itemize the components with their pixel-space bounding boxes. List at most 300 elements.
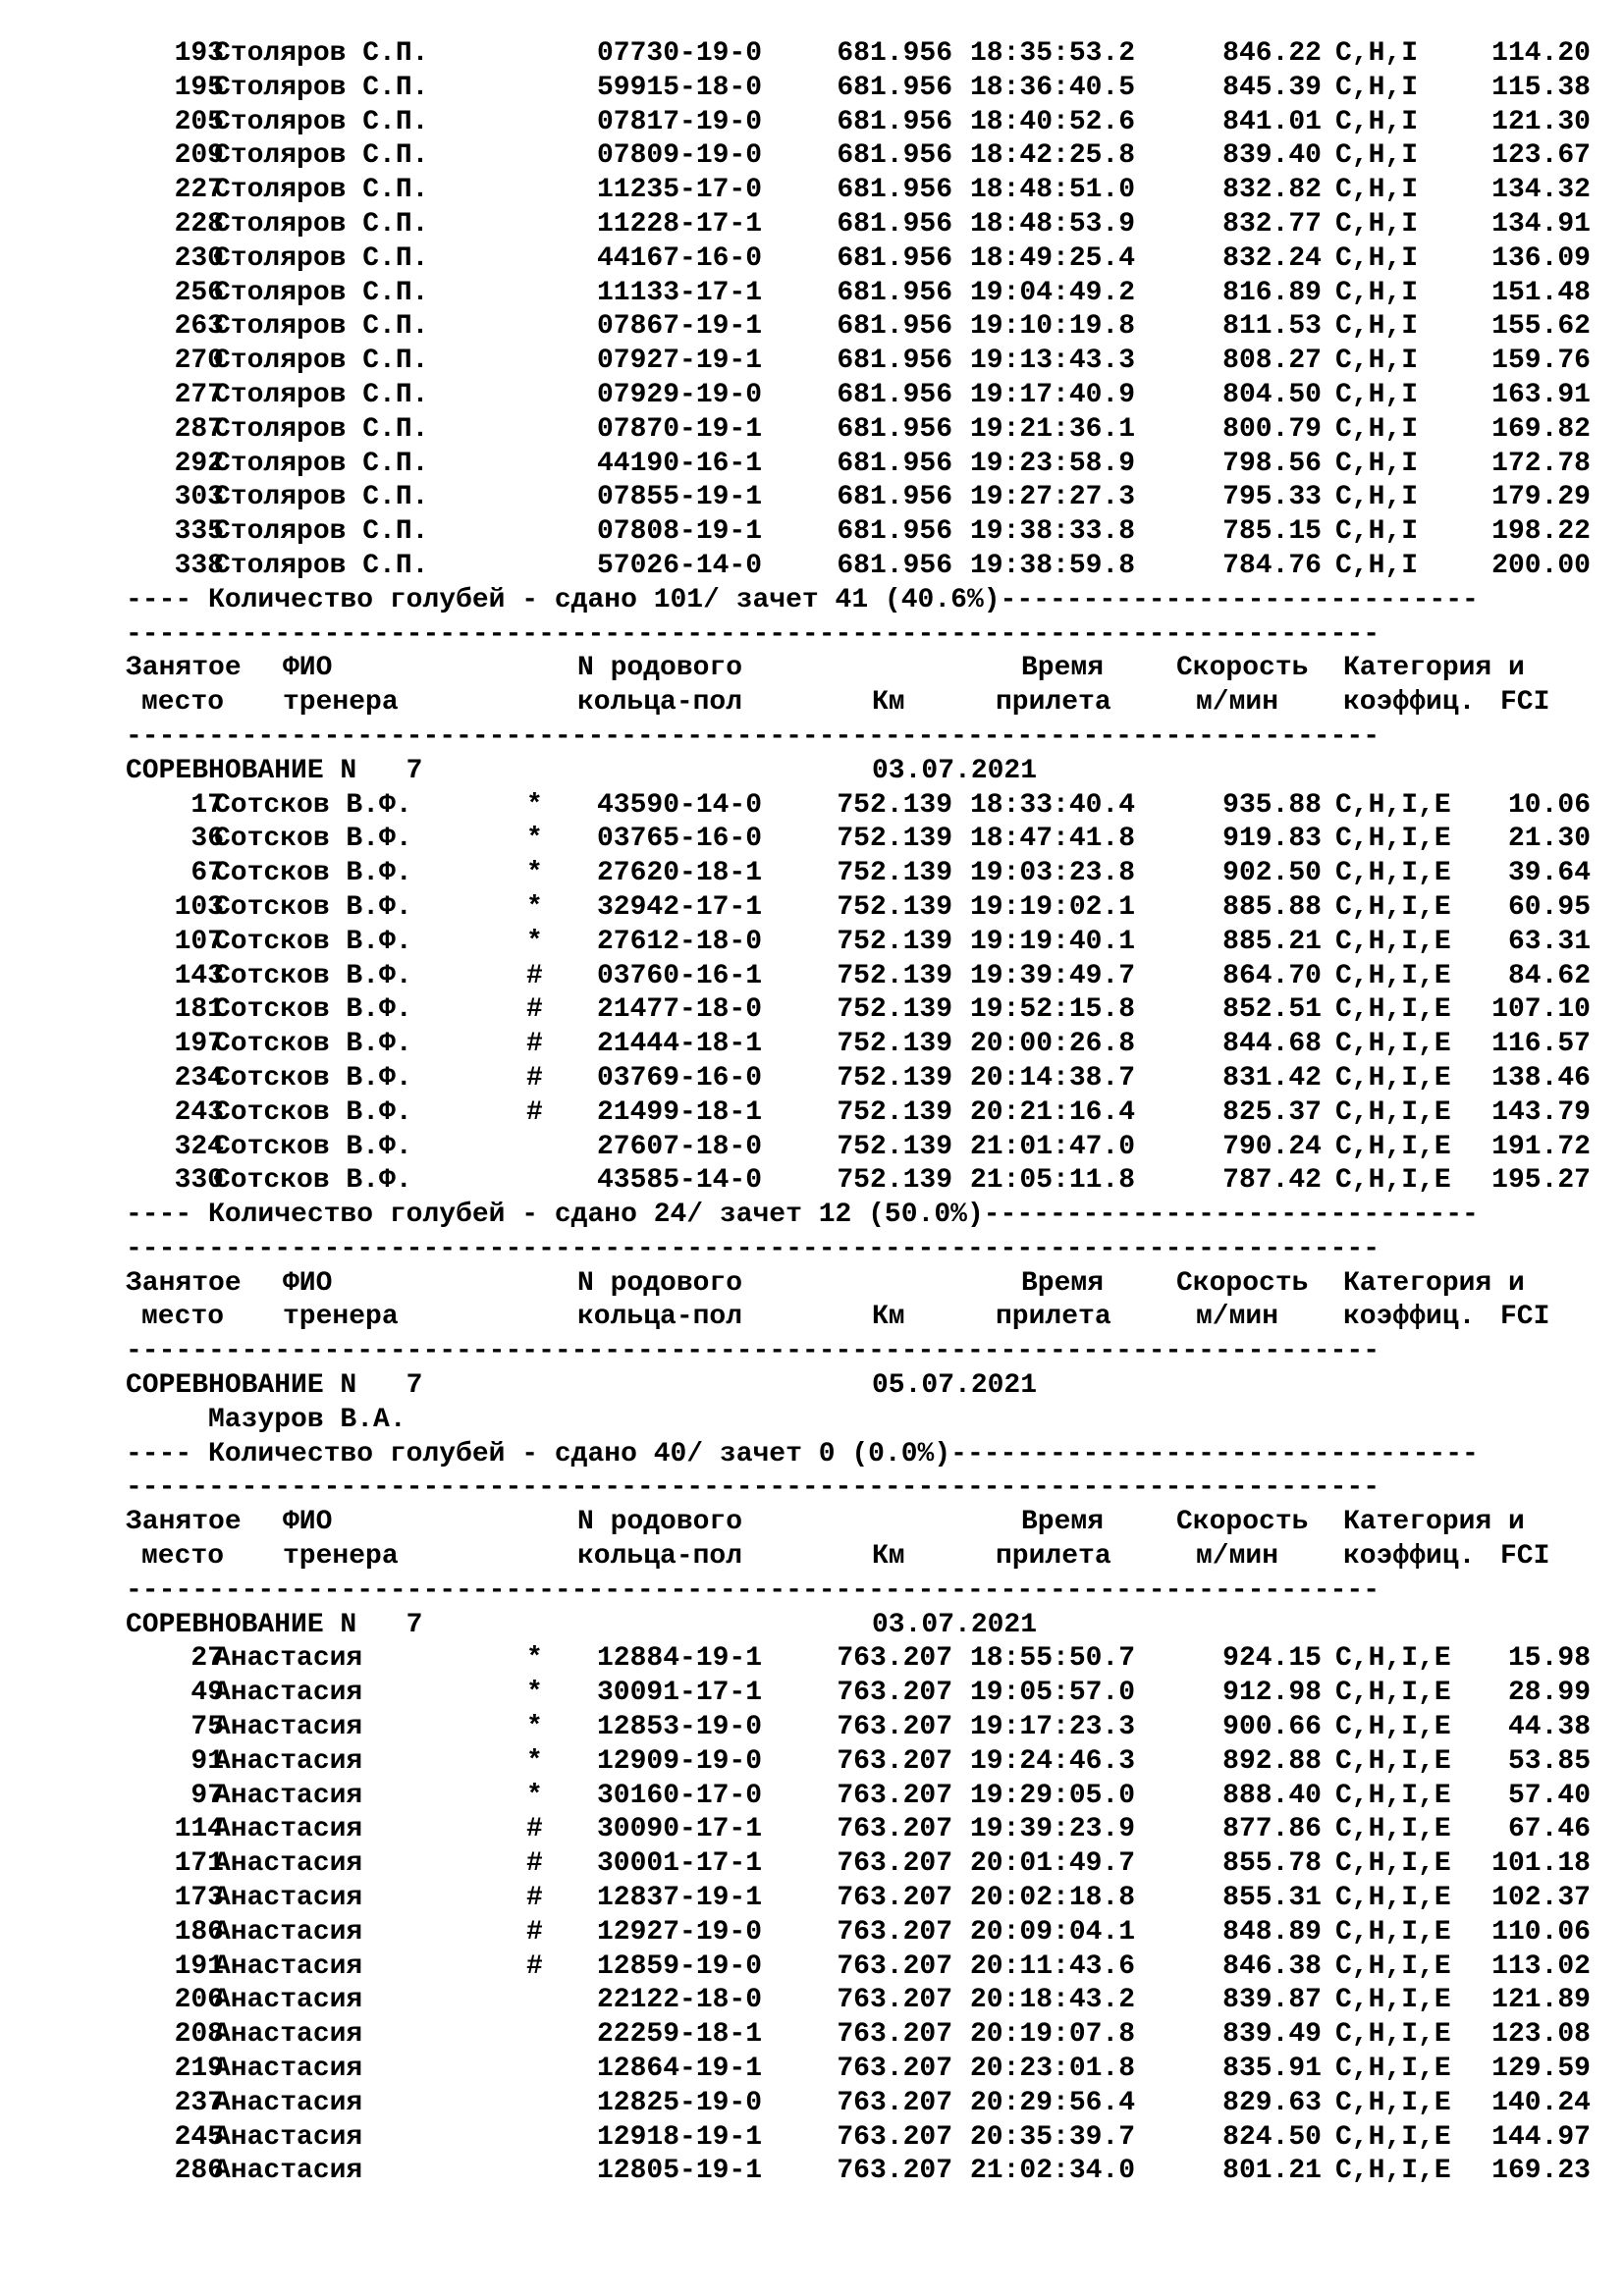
- row-coef: 136.09: [1491, 242, 1591, 274]
- row-km: 752.139: [837, 1131, 952, 1162]
- row-category: C,H,I,E: [1335, 2054, 1451, 2085]
- row-mark: #: [526, 1814, 543, 1845]
- row-coef: 15.98: [1507, 1643, 1591, 1675]
- table-row: [126, 789, 1598, 824]
- row-time: 20:29:56.4: [970, 2087, 1136, 2118]
- row-name: Сотсков В.Ф.: [214, 858, 412, 889]
- row-speed: 924.15: [1222, 1643, 1322, 1675]
- row-km: 763.207: [837, 1916, 952, 1948]
- row-coef: 169.23: [1491, 2156, 1591, 2187]
- row-speed: 839.49: [1222, 2019, 1322, 2051]
- row-category: C,H,I,E: [1335, 960, 1451, 991]
- row-place: 230: [174, 242, 224, 274]
- row-km: 681.956: [837, 38, 952, 69]
- row-speed: 846.22: [1222, 38, 1322, 69]
- row-coef: 57.40: [1507, 1780, 1591, 1811]
- row-ring: 12859-19-0: [597, 1950, 763, 1982]
- row-place: 91: [190, 1745, 224, 1777]
- row-time: 19:39:49.7: [970, 960, 1136, 991]
- row-ring: 12864-19-1: [597, 2054, 763, 2085]
- row-place: 97: [190, 1780, 224, 1811]
- row-place: 36: [190, 824, 224, 855]
- row-time: 18:35:53.2: [970, 38, 1136, 69]
- table-row: [126, 277, 1598, 311]
- row-time: 19:04:49.2: [970, 277, 1136, 308]
- row-coef: 10.06: [1507, 789, 1591, 821]
- row-time: 20:00:26.8: [970, 1029, 1136, 1060]
- row-place: 107: [174, 926, 224, 957]
- row-place: 209: [174, 140, 224, 172]
- table-row: [126, 1164, 1598, 1199]
- row-speed: 790.24: [1222, 1131, 1322, 1162]
- row-coef: 21.30: [1507, 824, 1591, 855]
- row-speed: 846.38: [1222, 1950, 1322, 1982]
- row-speed: 900.66: [1222, 1712, 1322, 1743]
- row-time: 18:36:40.5: [970, 72, 1136, 103]
- row-ring: 27612-18-0: [597, 926, 763, 957]
- row-name: Анастасия: [214, 2054, 363, 2085]
- row-place: 193: [174, 38, 224, 69]
- row-mark: #: [526, 1848, 543, 1880]
- header-km: Км: [872, 1302, 905, 1333]
- row-time: 19:05:57.0: [970, 1678, 1136, 1709]
- row-time: 20:01:49.7: [970, 1848, 1136, 1880]
- row-speed: 800.79: [1222, 413, 1322, 445]
- competition-number: СОРЕВНОВАНИЕ N 7: [126, 755, 423, 786]
- row-name: Сотсков В.Ф.: [214, 1131, 412, 1162]
- row-speed: 864.70: [1222, 960, 1322, 991]
- row-mark: *: [526, 858, 543, 889]
- row-ring: 30160-17-0: [597, 1780, 763, 1811]
- row-speed: 804.50: [1222, 379, 1322, 410]
- row-km: 763.207: [837, 1745, 952, 1777]
- table-row: [126, 37, 1598, 72]
- row-place: 263: [174, 311, 224, 343]
- header-arrival: прилета: [996, 1302, 1111, 1333]
- row-ring: 07867-19-1: [597, 311, 763, 343]
- row-ring: 11133-17-1: [597, 277, 763, 308]
- row-ring: 03765-16-0: [597, 824, 763, 855]
- row-km: 681.956: [837, 277, 952, 308]
- row-place: 143: [174, 960, 224, 991]
- row-place: 208: [174, 2019, 224, 2051]
- header-line-2: [126, 1540, 1598, 1575]
- row-ring: 12909-19-0: [597, 1745, 763, 1777]
- row-place: 243: [174, 1096, 224, 1128]
- header-line-1: [126, 1267, 1598, 1302]
- row-coef: 110.06: [1491, 1916, 1591, 1948]
- trainer-name: Мазуров В.А.: [208, 1404, 406, 1435]
- row-time: 19:52:15.8: [970, 994, 1136, 1026]
- row-km: 752.139: [837, 926, 952, 957]
- header-place-2: место: [141, 1302, 225, 1333]
- section-summary: ---- Количество голубей - сдано 24/ зачет 12 (50.0%)------------------------------: [126, 1200, 1479, 1231]
- row-ring: 07808-19-1: [597, 516, 763, 548]
- table-row: [126, 1642, 1598, 1677]
- row-time: 18:48:51.0: [970, 175, 1136, 206]
- row-mark: *: [526, 1745, 543, 1777]
- row-category: C,H,I,E: [1335, 1712, 1451, 1743]
- row-place: 330: [174, 1165, 224, 1197]
- row-place: 206: [174, 1985, 224, 2016]
- table-row: [126, 550, 1598, 584]
- row-name: Анастасия: [214, 1678, 363, 1709]
- header-km: Км: [872, 1541, 905, 1573]
- row-place: 270: [174, 346, 224, 377]
- header-trainer: тренера: [283, 1302, 399, 1333]
- table-row: [126, 1062, 1598, 1096]
- row-category: C,H,I,E: [1335, 1165, 1451, 1197]
- row-time: 19:39:23.9: [970, 1814, 1136, 1845]
- row-time: 20:11:43.6: [970, 1950, 1136, 1982]
- row-speed: 808.27: [1222, 346, 1322, 377]
- competition-date: 03.07.2021: [872, 755, 1038, 786]
- table-row: [126, 1882, 1598, 1916]
- header-line-1: [126, 1506, 1598, 1540]
- row-ring: 12884-19-1: [597, 1643, 763, 1675]
- row-name: Анастасия: [214, 1848, 363, 1880]
- row-km: 763.207: [837, 1848, 952, 1880]
- competition-title: [126, 1369, 1598, 1404]
- row-speed: 832.82: [1222, 175, 1322, 206]
- row-name: Столяров С.П.: [214, 72, 429, 103]
- row-km: 763.207: [837, 2019, 952, 2051]
- row-km: 763.207: [837, 1678, 952, 1709]
- row-name: Сотсков В.Ф.: [214, 1062, 412, 1094]
- table-row: [126, 1847, 1598, 1882]
- row-speed: 892.88: [1222, 1745, 1322, 1777]
- header-fio: ФИО: [283, 653, 333, 684]
- table-row: [126, 345, 1598, 379]
- row-km: 752.139: [837, 891, 952, 923]
- row-km: 763.207: [837, 1712, 952, 1743]
- row-km: 752.139: [837, 1096, 952, 1128]
- row-coef: 121.30: [1491, 106, 1591, 137]
- row-place: 27: [190, 1643, 224, 1675]
- table-row: [126, 1711, 1598, 1745]
- row-place: 103: [174, 891, 224, 923]
- row-time: 19:38:59.8: [970, 550, 1136, 581]
- row-km: 681.956: [837, 346, 952, 377]
- header-ring-2: кольца-пол: [577, 1302, 743, 1333]
- row-name: Столяров С.П.: [214, 175, 429, 206]
- row-place: 335: [174, 516, 224, 548]
- table-row: [126, 72, 1598, 106]
- header-line-2: [126, 686, 1598, 721]
- row-category: C,H,I: [1335, 38, 1419, 69]
- row-category: C,H,I,E: [1335, 2019, 1451, 2051]
- row-ring: 27607-18-0: [597, 1131, 763, 1162]
- header-time: Время: [1021, 653, 1105, 684]
- row-km: 681.956: [837, 516, 952, 548]
- row-speed: 845.39: [1222, 72, 1322, 103]
- row-time: 18:48:53.9: [970, 208, 1136, 240]
- section-summary: ---- Количество голубей - сдано 40/ зачет 0 (0.0%)--------------------------------: [126, 1438, 1479, 1469]
- row-km: 681.956: [837, 379, 952, 410]
- row-category: C,H,I: [1335, 140, 1419, 172]
- row-time: 19:17:40.9: [970, 379, 1136, 410]
- row-time: 18:42:25.8: [970, 140, 1136, 172]
- header-place-2: место: [141, 687, 225, 719]
- row-km: 763.207: [837, 2087, 952, 2118]
- row-time: 21:05:11.8: [970, 1165, 1136, 1197]
- header-ring-2: кольца-пол: [577, 1541, 743, 1573]
- row-speed: 835.91: [1222, 2054, 1322, 2085]
- row-category: C,H,I,E: [1335, 2087, 1451, 2118]
- row-name: Сотсков В.Ф.: [214, 1029, 412, 1060]
- header-mmin: м/мин: [1196, 1541, 1279, 1573]
- row-speed: 825.37: [1222, 1096, 1322, 1128]
- row-coef: 129.59: [1491, 2054, 1591, 2085]
- table-row: [126, 960, 1598, 994]
- row-coef: 200.00: [1491, 550, 1591, 581]
- row-category: C,H,I,E: [1335, 1916, 1451, 1948]
- row-coef: 169.82: [1491, 413, 1591, 445]
- row-time: 18:40:52.6: [970, 106, 1136, 137]
- row-ring: 07730-19-0: [597, 38, 763, 69]
- row-name: Сотсков В.Ф.: [214, 926, 412, 957]
- competition-date: 03.07.2021: [872, 1609, 1038, 1640]
- row-km: 752.139: [837, 994, 952, 1026]
- header-rule-bottom: ----------------------------------------------------------------------------: [126, 1575, 1380, 1606]
- header-arrival: прилета: [996, 687, 1111, 719]
- row-place: 173: [174, 1883, 224, 1914]
- row-place: 228: [174, 208, 224, 240]
- row-category: C,H,I: [1335, 482, 1419, 513]
- table-row: [126, 2155, 1598, 2189]
- row-ring: 21477-18-0: [597, 994, 763, 1026]
- row-ring: 21444-18-1: [597, 1029, 763, 1060]
- header-rule-top: ----------------------------------------------------------------------------: [126, 1233, 1380, 1264]
- row-coef: 121.89: [1491, 1985, 1591, 2016]
- row-mark: #: [526, 1950, 543, 1982]
- row-ring: 59915-18-0: [597, 72, 763, 103]
- row-time: 20:21:16.4: [970, 1096, 1136, 1128]
- row-ring: 07927-19-1: [597, 346, 763, 377]
- table-row: [126, 1677, 1598, 1711]
- row-time: 19:13:43.3: [970, 346, 1136, 377]
- row-name: Сотсков В.Ф.: [214, 891, 412, 923]
- table-row: [126, 1780, 1598, 1814]
- header-place-2: место: [141, 1541, 225, 1573]
- header-fio: ФИО: [283, 1507, 333, 1538]
- row-speed: 839.40: [1222, 140, 1322, 172]
- row-mark: #: [526, 1062, 543, 1094]
- table-row: [126, 2018, 1598, 2053]
- row-km: 681.956: [837, 208, 952, 240]
- table-row: [126, 379, 1598, 413]
- row-name: Сотсков В.Ф.: [214, 1165, 412, 1197]
- table-row: [126, 413, 1598, 448]
- table-row: [126, 106, 1598, 140]
- row-speed: 935.88: [1222, 789, 1322, 821]
- row-category: C,H,I,E: [1335, 789, 1451, 821]
- header-time: Время: [1021, 1267, 1105, 1299]
- header-coef: коэффиц.: [1343, 1302, 1476, 1333]
- table-row: [126, 174, 1598, 208]
- row-speed: 829.63: [1222, 2087, 1322, 2118]
- section-summary: ---- Количество голубей - сдано 101/ зачет 41 (40.6%)-----------------------------: [126, 584, 1479, 615]
- row-category: C,H,I: [1335, 311, 1419, 343]
- row-km: 681.956: [837, 311, 952, 343]
- row-km: 681.956: [837, 242, 952, 274]
- header-time: Время: [1021, 1507, 1105, 1538]
- row-km: 763.207: [837, 1643, 952, 1675]
- row-name: Анастасия: [214, 2019, 363, 2051]
- row-name: Анастасия: [214, 1814, 363, 1845]
- row-category: C,H,I,E: [1335, 1950, 1451, 1982]
- row-mark: *: [526, 789, 543, 821]
- header-speed: Скорость: [1176, 1267, 1309, 1299]
- row-km: 763.207: [837, 2156, 952, 2187]
- row-category: C,H,I,E: [1335, 1131, 1451, 1162]
- header-coef: коэффиц.: [1343, 1541, 1476, 1573]
- row-mark: #: [526, 1029, 543, 1060]
- row-coef: 84.62: [1507, 960, 1591, 991]
- row-ring: 44190-16-1: [597, 448, 763, 479]
- row-ring: 57026-14-0: [597, 550, 763, 581]
- row-name: Сотсков В.Ф.: [214, 960, 412, 991]
- row-speed: 885.21: [1222, 926, 1322, 957]
- row-ring: 43590-14-0: [597, 789, 763, 821]
- row-speed: 784.76: [1222, 550, 1322, 581]
- row-mark: #: [526, 994, 543, 1026]
- row-coef: 179.29: [1491, 482, 1591, 513]
- row-coef: 134.91: [1491, 208, 1591, 240]
- competition-date: 05.07.2021: [872, 1370, 1038, 1402]
- row-category: C,H,I,E: [1335, 926, 1451, 957]
- competition-title: [126, 1609, 1598, 1643]
- row-km: 681.956: [837, 106, 952, 137]
- row-coef: 114.20: [1491, 38, 1591, 69]
- row-mark: #: [526, 1883, 543, 1914]
- row-coef: 195.27: [1491, 1165, 1591, 1197]
- row-coef: 53.85: [1507, 1745, 1591, 1777]
- row-place: 186: [174, 1916, 224, 1948]
- header-trainer: тренера: [283, 1541, 399, 1573]
- row-time: 18:49:25.4: [970, 242, 1136, 274]
- row-speed: 855.31: [1222, 1883, 1322, 1914]
- header-fci: FCI: [1500, 1541, 1550, 1573]
- row-km: 763.207: [837, 1950, 952, 1982]
- header-speed: Скорость: [1176, 653, 1309, 684]
- row-speed: 839.87: [1222, 1985, 1322, 2016]
- table-row: [126, 2053, 1598, 2087]
- header-arrival: прилета: [996, 1541, 1111, 1573]
- row-category: C,H,I,E: [1335, 1643, 1451, 1675]
- row-category: C,H,I: [1335, 175, 1419, 206]
- row-coef: 60.95: [1507, 891, 1591, 923]
- row-name: Столяров С.П.: [214, 242, 429, 274]
- row-ring: 32942-17-1: [597, 891, 763, 923]
- table-row: [126, 926, 1598, 960]
- header-ring: N родового: [577, 1267, 743, 1299]
- row-name: Столяров С.П.: [214, 140, 429, 172]
- row-category: C,H,I,E: [1335, 1848, 1451, 1880]
- table-row: [126, 1131, 1598, 1165]
- row-category: C,H,I,E: [1335, 1062, 1451, 1094]
- row-place: 292: [174, 448, 224, 479]
- competition-number: СОРЕВНОВАНИЕ N 7: [126, 1370, 423, 1402]
- row-place: 286: [174, 2156, 224, 2187]
- table-row: [126, 208, 1598, 242]
- row-place: 171: [174, 1848, 224, 1880]
- header-rule-bottom: ----------------------------------------------------------------------------: [126, 1336, 1380, 1367]
- row-ring: 27620-18-1: [597, 858, 763, 889]
- header-rule-bottom: ----------------------------------------------------------------------------: [126, 721, 1380, 752]
- row-place: 245: [174, 2121, 224, 2153]
- row-time: 18:55:50.7: [970, 1643, 1136, 1675]
- row-category: C,H,I,E: [1335, 1745, 1451, 1777]
- row-name: Анастасия: [214, 1916, 363, 1948]
- row-category: C,H,I: [1335, 379, 1419, 410]
- row-place: 219: [174, 2054, 224, 2085]
- row-place: 338: [174, 550, 224, 581]
- row-category: C,H,I: [1335, 448, 1419, 479]
- row-ring: 12825-19-0: [597, 2087, 763, 2118]
- row-km: 752.139: [837, 789, 952, 821]
- row-place: 114: [174, 1814, 224, 1845]
- row-km: 752.139: [837, 1062, 952, 1094]
- row-time: 20:35:39.7: [970, 2121, 1136, 2153]
- row-coef: 67.46: [1507, 1814, 1591, 1845]
- row-speed: 787.42: [1222, 1165, 1322, 1197]
- row-ring: 44167-16-0: [597, 242, 763, 274]
- row-speed: 816.89: [1222, 277, 1322, 308]
- row-time: 20:23:01.8: [970, 2054, 1136, 2085]
- row-time: 21:02:34.0: [970, 2156, 1136, 2187]
- row-name: Сотсков В.Ф.: [214, 789, 412, 821]
- row-ring: 11228-17-1: [597, 208, 763, 240]
- header-ring-2: кольца-пол: [577, 687, 743, 719]
- row-speed: 832.77: [1222, 208, 1322, 240]
- row-place: 277: [174, 379, 224, 410]
- row-name: Анастасия: [214, 1745, 363, 1777]
- row-name: Столяров С.П.: [214, 38, 429, 69]
- row-ring: 03760-16-1: [597, 960, 763, 991]
- row-speed: 795.33: [1222, 482, 1322, 513]
- row-category: C,H,I,E: [1335, 891, 1451, 923]
- row-speed: 831.42: [1222, 1062, 1322, 1094]
- header-ring: N родового: [577, 1507, 743, 1538]
- row-place: 191: [174, 1950, 224, 1982]
- row-coef: 123.08: [1491, 2019, 1591, 2051]
- row-coef: 191.72: [1491, 1131, 1591, 1162]
- row-ring: 21499-18-1: [597, 1096, 763, 1128]
- results-document: [126, 37, 1598, 2189]
- table-row: [126, 242, 1598, 277]
- row-speed: 801.21: [1222, 2156, 1322, 2187]
- row-place: 324: [174, 1131, 224, 1162]
- row-name: Анастасия: [214, 1712, 363, 1743]
- row-name: Анастасия: [214, 1780, 363, 1811]
- row-ring: 30091-17-1: [597, 1678, 763, 1709]
- row-ring: 12853-19-0: [597, 1712, 763, 1743]
- row-coef: 63.31: [1507, 926, 1591, 957]
- row-time: 19:19:02.1: [970, 891, 1136, 923]
- row-coef: 113.02: [1491, 1950, 1591, 1982]
- row-name: Анастасия: [214, 2156, 363, 2187]
- row-name: Анастасия: [214, 1643, 363, 1675]
- row-time: 19:27:27.3: [970, 482, 1136, 513]
- row-km: 752.139: [837, 1165, 952, 1197]
- row-name: Столяров С.П.: [214, 448, 429, 479]
- row-speed: 811.53: [1222, 311, 1322, 343]
- row-mark: *: [526, 1712, 543, 1743]
- row-ring: 07817-19-0: [597, 106, 763, 137]
- row-km: 763.207: [837, 2054, 952, 2085]
- table-row: [126, 1950, 1598, 1985]
